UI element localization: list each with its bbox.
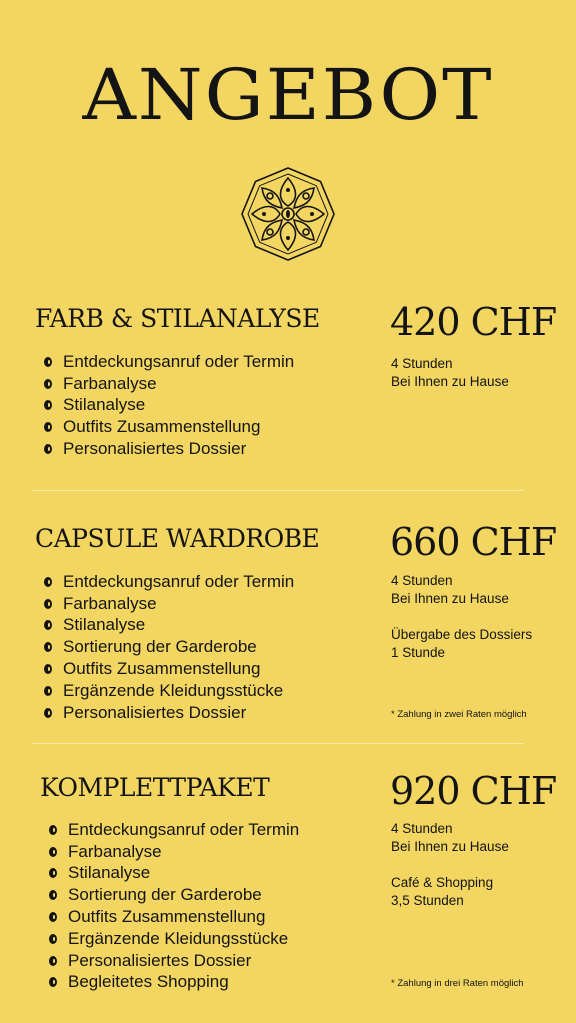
list-item: Outfits Zusammenstellung bbox=[44, 416, 294, 438]
page-title: ANGEBOT bbox=[82, 54, 494, 136]
list-item: Entdeckungsanruf oder Termin bbox=[44, 351, 294, 373]
bullet-icon bbox=[44, 400, 52, 410]
feature-list bbox=[44, 571, 294, 724]
list-item: Entdeckungsanruf oder Termin bbox=[44, 571, 294, 593]
bullet-icon bbox=[49, 890, 57, 900]
package-details: 4 Stunden Bei Ihnen zu Hause bbox=[391, 356, 509, 389]
mandala-icon bbox=[240, 166, 336, 262]
package-name: CAPSULE WARDROBE bbox=[35, 524, 320, 553]
package-price: 660 CHF bbox=[390, 520, 557, 564]
bullet-icon bbox=[44, 708, 52, 718]
bullet-icon bbox=[49, 934, 57, 944]
list-item: Personalisiertes Dossier bbox=[49, 950, 299, 972]
list-item: Stilanalyse bbox=[49, 863, 299, 885]
bullet-icon bbox=[44, 642, 52, 652]
list-item: Stilanalyse bbox=[44, 395, 294, 417]
list-item: Ergänzende Kleidungsstücke bbox=[49, 928, 299, 950]
package-name: FARB & STILANALYSE bbox=[35, 304, 320, 333]
list-item: Sortierung der Garderobe bbox=[44, 636, 294, 658]
bullet-icon bbox=[49, 825, 57, 835]
bullet-icon bbox=[44, 444, 52, 454]
list-item: Farbanalyse bbox=[44, 593, 294, 615]
bullet-icon bbox=[44, 620, 52, 630]
divider bbox=[32, 490, 524, 491]
package-details-extra: Übergabe des Dossiers 1 Stunde bbox=[391, 627, 533, 660]
list-item: Sortierung der Garderobe bbox=[49, 884, 299, 906]
bullet-icon bbox=[49, 868, 57, 878]
list-item: Personalisiertes Dossier bbox=[44, 702, 294, 724]
list-item: Farbanalyse bbox=[49, 841, 299, 863]
list-item: Stilanalyse bbox=[44, 615, 294, 637]
package-details: 4 Stunden Bei Ihnen zu Hause bbox=[391, 573, 509, 606]
package-details: 4 Stunden Bei Ihnen zu Hause bbox=[391, 821, 509, 854]
list-item: Ergänzende Kleidungsstücke bbox=[44, 680, 294, 702]
list-item: Outfits Zusammenstellung bbox=[44, 658, 294, 680]
package-details-extra: Café & Shopping 3,5 Stunden bbox=[391, 875, 494, 908]
divider bbox=[32, 743, 524, 744]
bullet-icon bbox=[44, 357, 52, 367]
package-price: 920 CHF bbox=[390, 769, 557, 813]
package-price: 420 CHF bbox=[390, 300, 557, 344]
list-item: Farbanalyse bbox=[44, 373, 294, 395]
list-item: Personalisiertes Dossier bbox=[44, 438, 294, 460]
feature-list bbox=[49, 819, 299, 993]
list-item: Begleitetes Shopping bbox=[49, 972, 299, 994]
package-name: KOMPLETTPAKET bbox=[40, 773, 270, 802]
feature-list bbox=[44, 351, 294, 460]
bullet-icon bbox=[49, 847, 57, 857]
bullet-icon bbox=[49, 912, 57, 922]
bullet-icon bbox=[44, 664, 52, 674]
bullet-icon bbox=[44, 422, 52, 432]
bullet-icon bbox=[44, 686, 52, 696]
list-item: Entdeckungsanruf oder Termin bbox=[49, 819, 299, 841]
list-item: Outfits Zusammenstellung bbox=[49, 906, 299, 928]
bullet-icon bbox=[44, 577, 52, 587]
payment-note: * Zahlung in zwei Raten möglich bbox=[391, 709, 527, 720]
bullet-icon bbox=[44, 379, 52, 389]
bullet-icon bbox=[49, 956, 57, 966]
bullet-icon bbox=[49, 977, 57, 987]
bullet-icon bbox=[44, 599, 52, 609]
payment-note: * Zahlung in drei Raten möglich bbox=[391, 978, 524, 989]
